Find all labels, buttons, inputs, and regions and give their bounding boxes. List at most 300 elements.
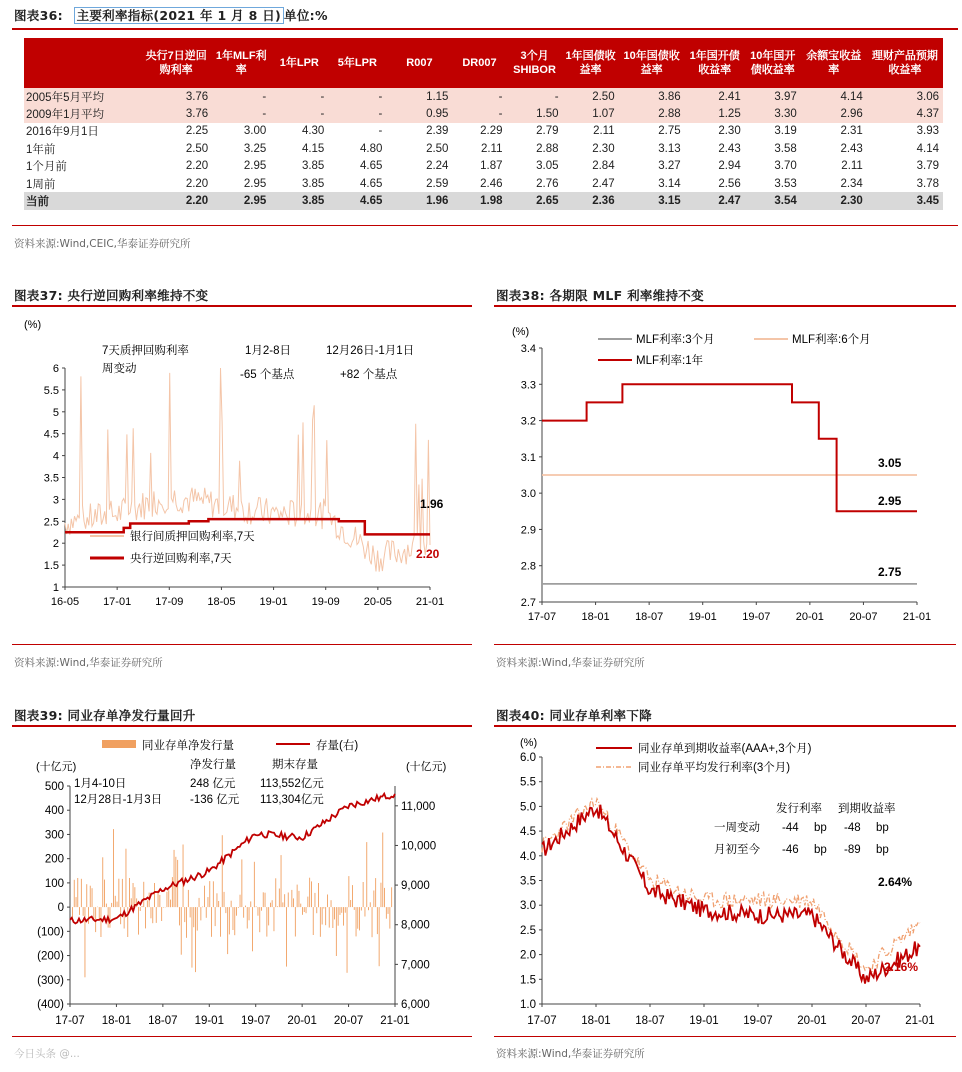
bar [240, 895, 241, 907]
table-cell: 3.58 [774, 142, 797, 155]
table-row [24, 105, 943, 122]
table-cell: 4.15 [301, 142, 325, 155]
bar [151, 907, 152, 918]
bar [222, 835, 223, 907]
legend-label-1y: MLF利率:1年 [636, 355, 704, 367]
table-cell: 3.76 [140, 105, 212, 122]
y-tick-label: 2.0 [520, 949, 536, 962]
bar [200, 907, 201, 920]
table-cell: 2.30 [801, 192, 867, 209]
y-tick-label: 3.2 [520, 415, 536, 428]
bar [341, 907, 342, 913]
bar [225, 907, 226, 913]
t38-title: 图表38: 各期限 MLF 利率维持不变 [496, 288, 704, 303]
y-left-tick-label: 300 [44, 829, 64, 842]
bar [318, 883, 319, 907]
y-left-tick-label: (300) [37, 974, 64, 987]
bar [204, 886, 205, 907]
y-tick-label: 3.5 [43, 472, 59, 485]
bar [268, 907, 269, 925]
table-cell: 2.20 [140, 192, 212, 209]
x-tick-label: 19-01 [688, 611, 717, 623]
x-tick-label: 18-05 [207, 596, 236, 608]
bar [213, 881, 214, 907]
bar [373, 891, 374, 908]
x-tick-label: 17-01 [103, 596, 132, 608]
y-tick-label: 5.5 [520, 776, 536, 789]
bar [220, 907, 221, 937]
y-tick-label: 6.0 [520, 752, 536, 764]
bar [140, 907, 141, 911]
chart-38 [492, 310, 954, 630]
bar [190, 907, 191, 917]
bar [338, 907, 339, 926]
y-tick-label: 5.5 [43, 384, 59, 397]
bar [174, 850, 175, 907]
y-tick-label: 6 [52, 363, 59, 375]
bar [259, 907, 260, 932]
t40-top-rule [494, 725, 956, 727]
table-cell: 2.96 [801, 105, 867, 122]
table-cell: 2.95 [212, 192, 270, 209]
bar [209, 881, 210, 907]
table-cell: 3.27 [658, 160, 681, 173]
bar [126, 849, 127, 907]
table-cell: 2.43 [840, 142, 863, 155]
bar [275, 878, 276, 907]
y-tick-label: 3.1 [520, 451, 536, 464]
y-tick-label: 4.0 [520, 850, 536, 863]
bar [361, 907, 362, 910]
bar [332, 907, 333, 928]
table-cell: 2.88 [536, 142, 559, 155]
table-cell: 0.95 [386, 105, 452, 122]
table-row [24, 123, 943, 140]
table-cell: 1.15 [386, 88, 452, 105]
table-header-issue: 净发行量 [190, 759, 236, 771]
x-tick-label: 21-01 [415, 596, 445, 608]
table-cell: 3.79 [916, 160, 939, 173]
table-unit: bp [876, 822, 889, 834]
table-cell: 2.30 [718, 125, 741, 138]
table-cell: 3.25 [243, 142, 267, 155]
y-tick-label: 2 [52, 538, 59, 551]
bar [104, 880, 105, 908]
bar [72, 907, 73, 918]
y-left-tick-label: (400) [37, 999, 64, 1011]
x-tick-label: 19-01 [259, 596, 288, 608]
table-cell: - [452, 88, 506, 105]
bar [256, 906, 257, 907]
bar [281, 855, 282, 907]
table-cell: 1.98 [452, 192, 506, 209]
table-cell: 1.96 [386, 192, 452, 209]
table-cell: - [378, 125, 383, 138]
table-col-header [24, 38, 140, 88]
table-cell: 3.70 [774, 160, 797, 173]
t37-bottom-rule [12, 644, 472, 645]
table-cell: 2.84 [592, 160, 615, 173]
bar [92, 888, 93, 907]
bar [265, 893, 266, 907]
row-label: 2009年1月平均 [24, 105, 140, 122]
bar [249, 907, 250, 920]
bar [227, 907, 228, 954]
bar [347, 907, 348, 973]
bar [175, 857, 176, 907]
table-cell: 4.14 [916, 142, 939, 155]
table-row [24, 175, 943, 192]
y-tick-label: 3.0 [520, 488, 536, 501]
bar [266, 907, 267, 937]
x-tick-label: 20-01 [287, 1015, 317, 1027]
bar [331, 900, 332, 907]
y-axis-unit: (%) [24, 319, 42, 331]
y-left-tick-label: (100) [37, 926, 64, 939]
t37-title: 图表37: 央行逆回购利率维持不变 [14, 288, 209, 303]
table-col-header: 余额宝收益率 [801, 38, 867, 88]
end-label-repo: 1.96 [420, 497, 444, 511]
table-cell: 2.88 [619, 105, 685, 122]
t40-title: 图表40: 同业存单利率下降 [496, 708, 652, 723]
bar [224, 892, 225, 907]
bar [184, 907, 185, 922]
bar [336, 907, 337, 956]
y-right-tick-label: 7,000 [401, 959, 430, 972]
y-left-tick-label: 100 [44, 877, 64, 890]
bar [106, 904, 107, 908]
table-cell: - [212, 88, 270, 105]
rate-table [24, 38, 943, 210]
table-row [24, 192, 943, 209]
y-tick-label: 4 [52, 450, 59, 463]
row-label: 当前 [24, 192, 140, 209]
bar [288, 893, 289, 908]
table-cell: 2.59 [426, 177, 449, 190]
y-axis-unit: (%) [512, 326, 530, 338]
bar [247, 907, 248, 928]
row-label: 1年前 [26, 143, 56, 156]
table-col-header: R007 [386, 38, 452, 88]
t36-bottom-rule [12, 225, 958, 226]
bar [258, 907, 259, 916]
x-tick-label: 18-01 [581, 611, 610, 623]
x-tick-label: 20-07 [849, 611, 878, 623]
y-tick-label: 1.5 [520, 974, 536, 987]
table-cell: 2.20 [185, 160, 209, 173]
legend-label-3m: MLF利率:3个月 [636, 334, 715, 346]
table-cell: 2.43 [718, 142, 741, 155]
table-cell: 4.30 [301, 125, 325, 138]
chart-40 [492, 728, 954, 1028]
bar [163, 907, 164, 908]
end-label-1y: 2.95 [878, 494, 902, 508]
y-axis-unit: (%) [520, 737, 538, 749]
table-cell: 3.53 [774, 177, 797, 190]
y-tick-label: 3 [52, 494, 59, 507]
x-tick-label: 16-05 [50, 596, 80, 608]
bar [238, 907, 239, 908]
bar [186, 907, 187, 938]
table-cell: - [507, 88, 563, 105]
bar [343, 907, 344, 926]
row-label: 2016年9月1日 [26, 126, 99, 139]
table-col-header: 5年LPR [328, 38, 386, 88]
table-cell: 4.14 [801, 88, 867, 105]
table-cell: 3.86 [619, 88, 685, 105]
y-right-tick-label: 9,000 [401, 880, 430, 893]
table-cell: 3.30 [745, 105, 801, 122]
bar [206, 907, 207, 918]
bar [208, 897, 209, 907]
bar [284, 894, 285, 907]
bar [313, 907, 314, 935]
y-tick-label: 3.3 [520, 379, 536, 392]
bar [197, 907, 198, 931]
t37-source: 资料来源:Wind,华泰证券研究所 [14, 657, 163, 669]
table-cell: 2.56 [718, 177, 741, 190]
x-tick-label: 18-01 [101, 1015, 132, 1027]
rate-table-body [24, 88, 943, 210]
x-tick-label: 19-01 [194, 1015, 224, 1027]
bar [143, 882, 144, 907]
table-col-header: 1年LPR [270, 38, 328, 88]
bar [334, 907, 335, 919]
bar [117, 902, 118, 908]
t38-bottom-rule [494, 644, 956, 645]
bar [217, 893, 218, 907]
y-right-tick-label: 6,000 [401, 999, 430, 1011]
bar [243, 907, 244, 918]
x-tick-label: 17-07 [527, 611, 557, 623]
bar [90, 886, 91, 907]
table-cell: 3.85 [301, 177, 325, 190]
table-col-header: DR007 [452, 38, 506, 88]
y-tick-label: 2.9 [520, 524, 536, 537]
bar [323, 907, 324, 908]
table-cell: 2.29 [480, 125, 503, 138]
bar [302, 907, 303, 915]
table-cell: 3.45 [867, 192, 943, 209]
y-left-tick-label: 0 [57, 902, 64, 915]
bar [152, 907, 153, 923]
bar [101, 907, 102, 937]
bar [300, 904, 301, 908]
bar [110, 907, 111, 928]
x-tick-label: 20-01 [797, 1015, 827, 1027]
bar [372, 907, 373, 937]
y-tick-label: 4.5 [520, 826, 536, 839]
table-cell: 4.65 [360, 160, 383, 173]
table-col-header: 理财产品预期收益率 [867, 38, 943, 88]
bar [299, 891, 300, 907]
table-cell: 3.54 [745, 192, 801, 209]
bar [147, 900, 148, 907]
y-tick-label: 3.0 [520, 900, 536, 913]
x-tick-label: 18-07 [635, 611, 664, 623]
bar [168, 890, 169, 907]
bar [315, 893, 316, 907]
x-tick-label: 17-09 [155, 596, 184, 608]
t36-title-prefix: 图表36: [14, 8, 63, 23]
table-cell: 2.50 [426, 142, 449, 155]
bar [270, 903, 271, 907]
table-cell: 2.41 [685, 88, 745, 105]
y-tick-label: 3.5 [520, 875, 536, 888]
table-cell: 1.07 [563, 105, 619, 122]
bar [118, 879, 119, 907]
bar [307, 897, 308, 908]
bar [357, 907, 358, 929]
bar [77, 878, 78, 907]
annotation-week-label: 1月2-8日 [245, 345, 292, 357]
table-header-issue: 发行利率 [776, 803, 822, 815]
bar [181, 907, 182, 955]
table-col-header: 3个月SHIBOR [507, 38, 563, 88]
y-left-unit: (十亿元) [36, 761, 77, 773]
bar [229, 907, 230, 934]
table-issue-value: -44 [782, 822, 799, 834]
table-cell: 3.85 [270, 192, 328, 209]
t39-bottom-rule [12, 1036, 472, 1037]
bar [179, 907, 180, 925]
y-left-tick-label: 500 [44, 781, 64, 793]
bar [359, 907, 360, 930]
bar [202, 907, 203, 908]
bar [183, 845, 184, 908]
table-cell: 2.65 [507, 192, 563, 209]
watermark: 今日头条 @... [14, 1048, 80, 1060]
x-tick-label: 18-01 [581, 1015, 611, 1027]
table-row [24, 140, 943, 157]
bar [113, 829, 114, 907]
bar [159, 895, 160, 907]
legend-label-issue: 同业存单平均发行利率(3个月) [638, 762, 791, 774]
bar [311, 881, 312, 907]
legend-label-bar: 同业存单净发行量 [142, 740, 234, 752]
bar [111, 903, 112, 907]
bar [188, 890, 189, 907]
bar [231, 901, 232, 908]
y-right-unit: (十亿元) [406, 761, 447, 773]
table-ytm-value: -89 [844, 844, 861, 856]
table-col-header: 1年MLF利率 [212, 38, 270, 88]
bar [279, 889, 280, 908]
table-cell: 3.93 [916, 125, 939, 138]
annotation-label: 7天质押回购利率 [102, 345, 189, 357]
bar [370, 902, 371, 907]
legend-label-ytm: 同业存单到期收益率(AAA+,3个月) [638, 743, 812, 755]
table-cell: - [212, 105, 270, 122]
bar [218, 901, 219, 907]
end-label-6m: 3.05 [878, 456, 902, 470]
table-cell: 1.25 [685, 105, 745, 122]
table-col-header: 10年国债收益率 [619, 38, 685, 88]
y-right-tick-label: 8,000 [401, 919, 430, 932]
t39-title: 图表39: 同业存单净发行量回升 [14, 708, 196, 723]
bar [129, 878, 130, 907]
bar [79, 907, 80, 915]
bar [86, 884, 87, 907]
table-cell: 1.87 [480, 160, 503, 173]
bar [156, 907, 157, 923]
bar [384, 888, 385, 907]
t36-top-rule [12, 28, 958, 30]
bar [142, 906, 143, 907]
bar [115, 896, 116, 907]
table-cell: - [270, 105, 328, 122]
bar [76, 897, 77, 907]
bar [122, 879, 123, 907]
table-ytm-value: -48 [844, 822, 861, 834]
bar [348, 876, 349, 907]
table-stock-value: 113,304亿元 [260, 794, 324, 806]
y-tick-label: 2.7 [520, 597, 536, 609]
table-cell: - [452, 105, 506, 122]
bar [375, 878, 376, 907]
bar [286, 907, 287, 967]
table-row [24, 158, 943, 175]
x-tick-label: 19-07 [241, 1015, 271, 1027]
x-tick-label: 17-07 [527, 1015, 557, 1027]
y-right-tick-label: 10,000 [401, 840, 437, 853]
bar [199, 898, 200, 907]
row-label: 2005年5月平均 [24, 88, 140, 105]
table-unit: bp [876, 844, 889, 856]
bar [274, 907, 275, 931]
legend-label-line: 存量(右) [316, 740, 359, 752]
table-cell: 2.79 [536, 125, 559, 138]
bar [282, 902, 283, 907]
bar [167, 892, 168, 907]
x-tick-label: 19-01 [689, 1015, 719, 1027]
bar [170, 900, 171, 908]
bar [293, 898, 294, 907]
table-col-header: 1年国开债收益率 [685, 38, 745, 88]
y-tick-label: 2.5 [43, 516, 59, 529]
t39-top-rule [12, 725, 472, 727]
table-col-header: 央行7日逆回购利率 [140, 38, 212, 88]
bar [340, 907, 341, 915]
bar [81, 879, 82, 907]
table-cell: 2.47 [592, 177, 615, 190]
table-issue-value: -46 [782, 844, 799, 856]
table-unit: bp [814, 844, 827, 856]
y-left-tick-label: (200) [37, 950, 64, 963]
bar [368, 907, 369, 910]
table-cell: 2.11 [480, 142, 503, 155]
bar [377, 907, 378, 934]
bar [261, 907, 262, 911]
x-tick-label: 21-01 [380, 1015, 410, 1027]
bar [304, 907, 305, 912]
bar [158, 891, 159, 908]
t36-title [14, 6, 328, 24]
bar [391, 887, 392, 907]
legend-swatch-bar [102, 740, 136, 748]
table-cell: 2.25 [185, 125, 209, 138]
t37-top-rule [12, 305, 472, 307]
bar [211, 907, 212, 937]
bar [161, 907, 162, 921]
y-tick-label: 2.8 [520, 560, 536, 573]
y-tick-label: 4.5 [43, 428, 59, 441]
bar [236, 907, 237, 916]
t40-bottom-rule [494, 1036, 956, 1037]
table-cell: 4.65 [328, 192, 386, 209]
table-issue-value: -136 亿元 [190, 794, 240, 806]
y-tick-label: 5.0 [520, 801, 536, 814]
